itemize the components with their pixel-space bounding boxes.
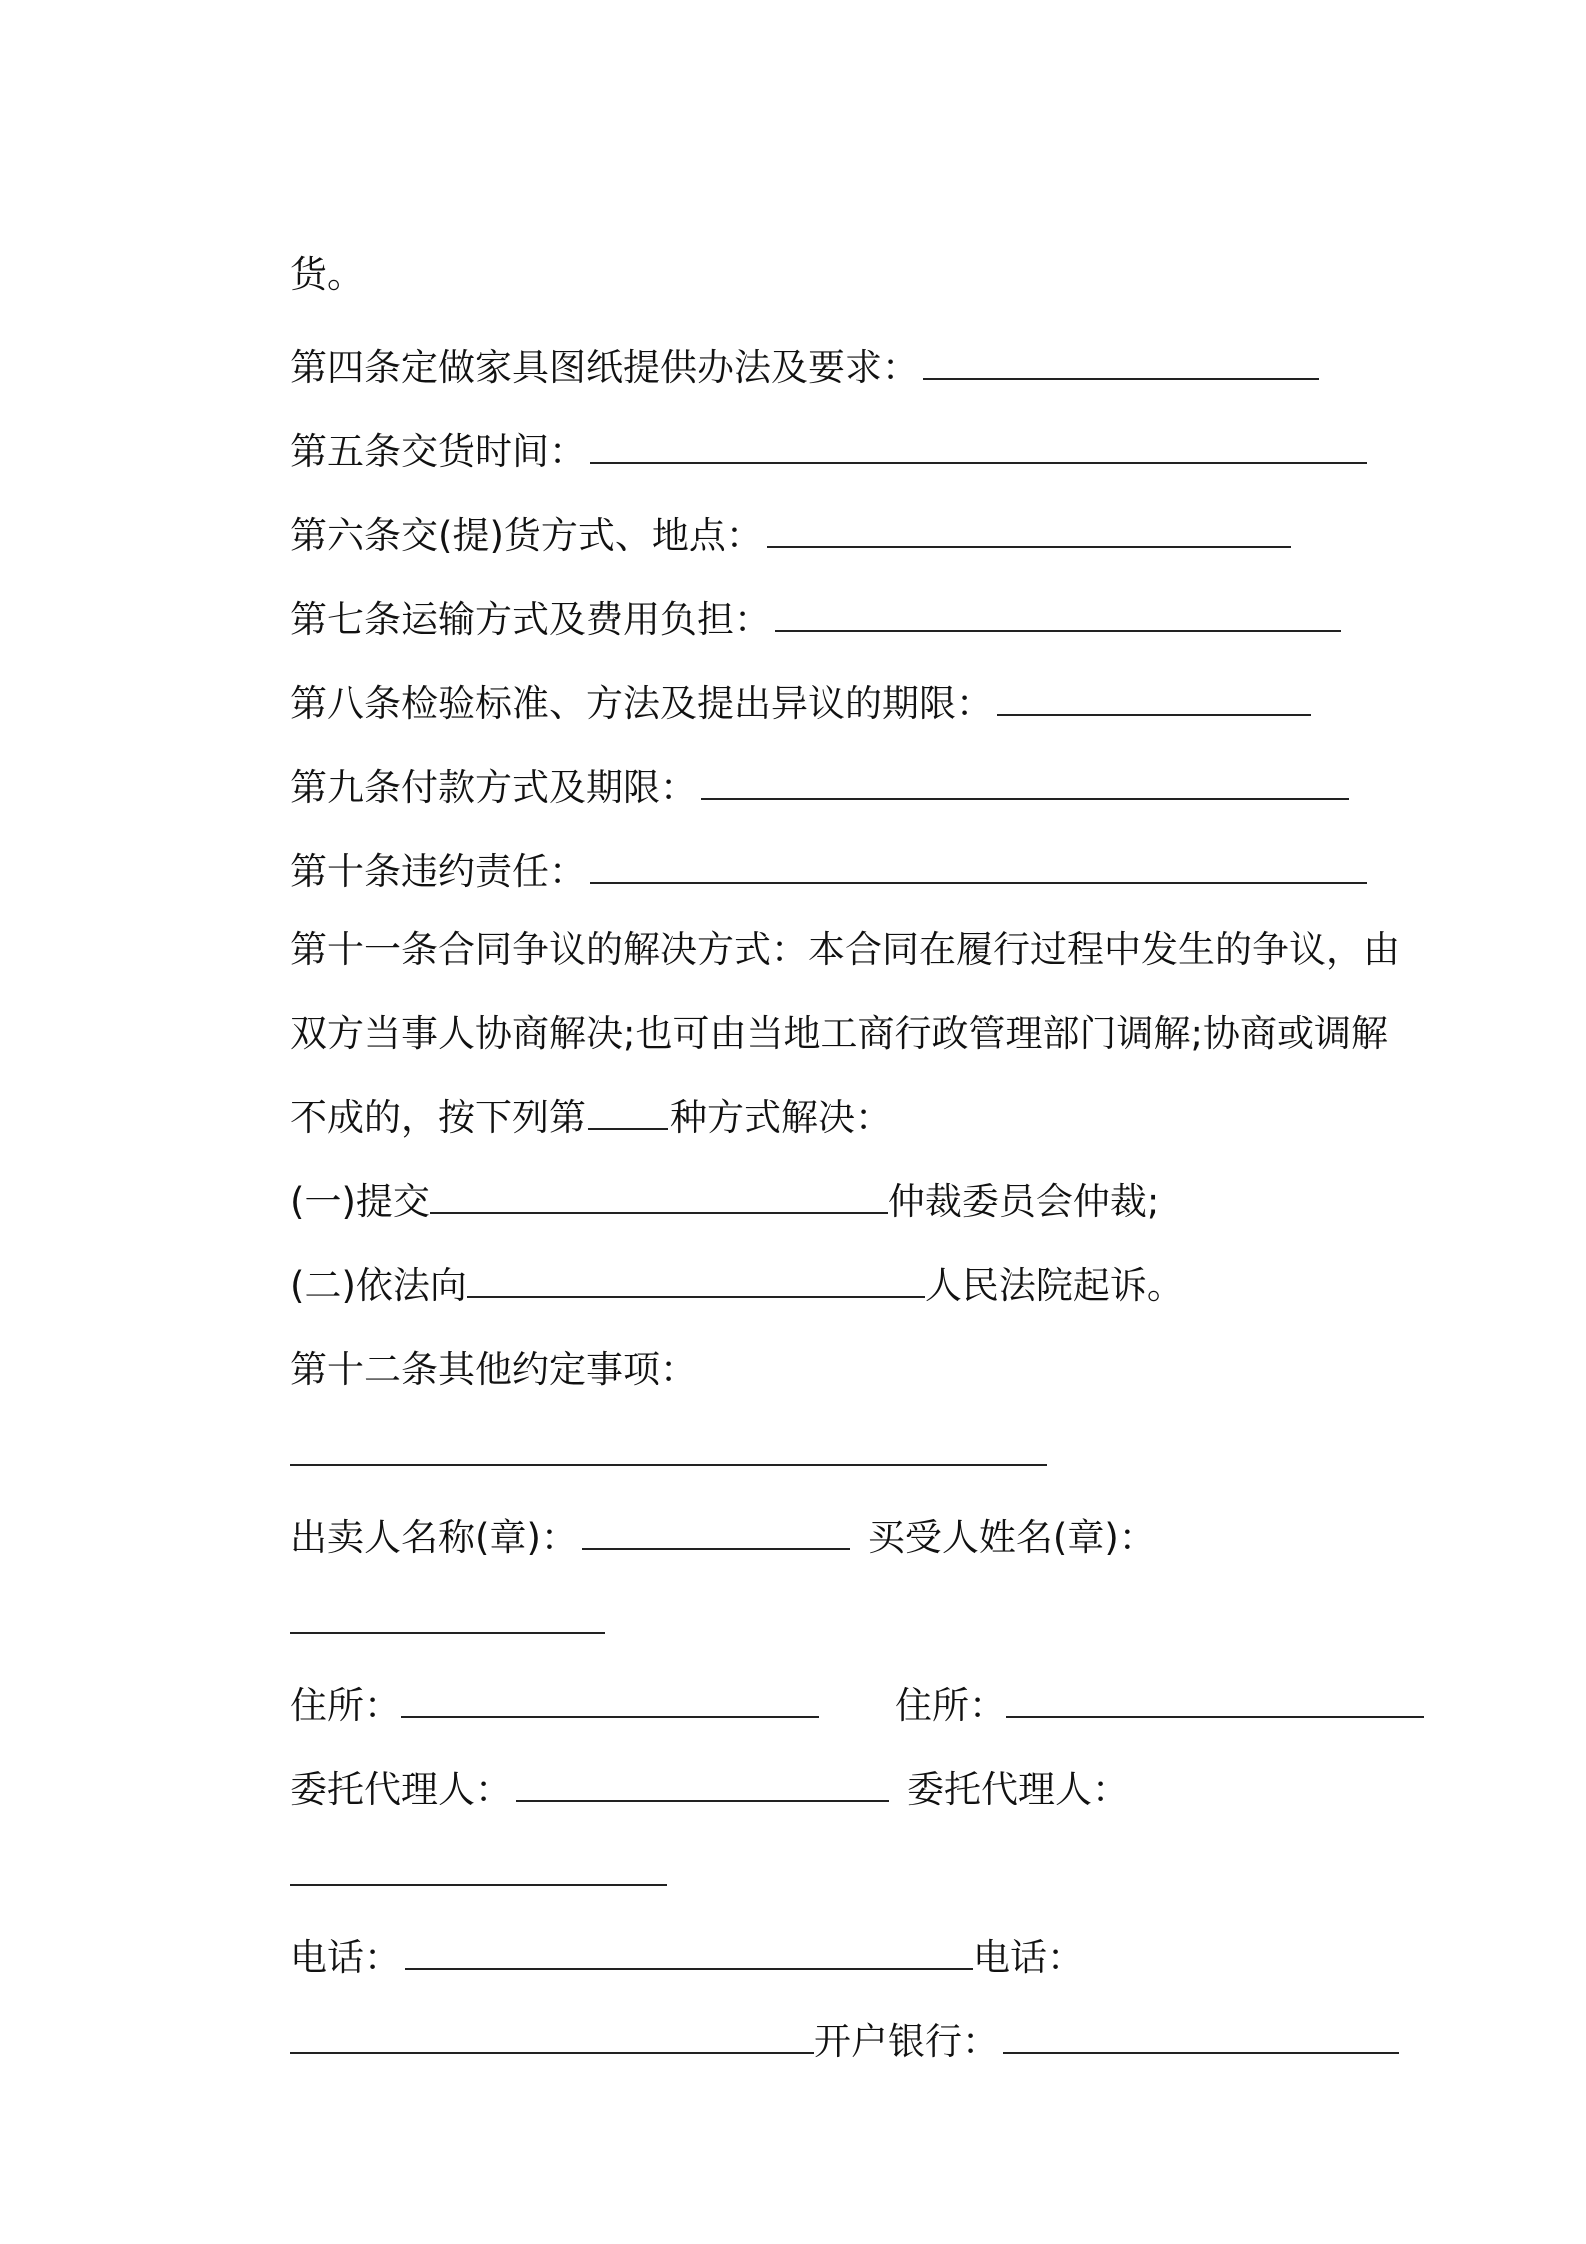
- article-11-text-3a: 不成的，按下列第: [290, 1096, 587, 1139]
- article-8-blank[interactable]: [997, 683, 1311, 716]
- seller-agent-label: 委托代理人：: [290, 1768, 513, 1811]
- article-4-label: 第四条定做家具图纸提供办法及要求：: [290, 346, 920, 389]
- article-5-blank[interactable]: [590, 431, 1367, 464]
- seller-address-blank[interactable]: [401, 1685, 819, 1718]
- buyer-name-blank[interactable]: [290, 1601, 605, 1634]
- buyer-address-label: 住所：: [895, 1684, 1007, 1727]
- buyer-address-blank[interactable]: [1006, 1685, 1424, 1718]
- seller-address-label: 住所：: [290, 1684, 402, 1727]
- article-9-blank[interactable]: [701, 767, 1349, 800]
- option-1-prefix: (一)提交: [290, 1180, 430, 1223]
- article-6-blank[interactable]: [767, 515, 1291, 548]
- seller-phone-blank[interactable]: [405, 1937, 973, 1970]
- option-1-suffix: 仲裁委员会仲裁;: [887, 1180, 1160, 1223]
- buyer-name-label: 买受人姓名(章)：: [867, 1516, 1156, 1559]
- line-text: 货。: [290, 253, 365, 296]
- court-blank[interactable]: [467, 1265, 925, 1298]
- buyer-phone-label: 电话：: [973, 1936, 1085, 1979]
- seller-agent-blank[interactable]: [516, 1769, 889, 1802]
- article-10-label: 第十条违约责任：: [290, 850, 587, 893]
- article-9-label: 第九条付款方式及期限：: [290, 766, 698, 809]
- arbitration-committee-blank[interactable]: [430, 1181, 888, 1214]
- buyer-agent-label: 委托代理人：: [907, 1768, 1130, 1811]
- other-terms-blank[interactable]: [290, 1433, 1047, 1466]
- article-7-blank[interactable]: [775, 599, 1341, 632]
- option-number-blank[interactable]: [588, 1097, 668, 1130]
- article-8-label: 第八条检验标准、方法及提出异议的期限：: [290, 682, 994, 725]
- article-11-text-2: 双方当事人协商解决;也可由当地工商行政管理部门调解;协商或调解: [290, 1012, 1388, 1055]
- bank-line: [243, 1970, 1363, 2114]
- seller-name-label: 出卖人名称(章)：: [290, 1516, 578, 1559]
- article-5-label: 第五条交货时间：: [290, 430, 587, 473]
- bank-label: 开户银行：: [814, 2020, 1000, 2063]
- buyer-phone-blank[interactable]: [290, 2021, 814, 2054]
- buyer-agent-blank[interactable]: [290, 1853, 667, 1886]
- seller-name-blank[interactable]: [582, 1517, 850, 1550]
- article-4-blank[interactable]: [923, 347, 1319, 380]
- article-7-label: 第七条运输方式及费用负担：: [290, 598, 772, 641]
- article-11-text-3b: 种方式解决：: [670, 1096, 893, 1139]
- option-2-suffix: 人民法院起诉。: [924, 1264, 1184, 1307]
- article-11-text-1: 第十一条合同争议的解决方式：本合同在履行过程中发生的争议，由: [290, 928, 1401, 971]
- article-6-label: 第六条交(提)货方式、地点：: [290, 514, 763, 557]
- seller-phone-label: 电话：: [290, 1936, 402, 1979]
- article-12-label: 第十二条其他约定事项：: [290, 1348, 698, 1391]
- bank-blank[interactable]: [1003, 2021, 1399, 2054]
- option-2-prefix: (二)依法向: [290, 1264, 467, 1307]
